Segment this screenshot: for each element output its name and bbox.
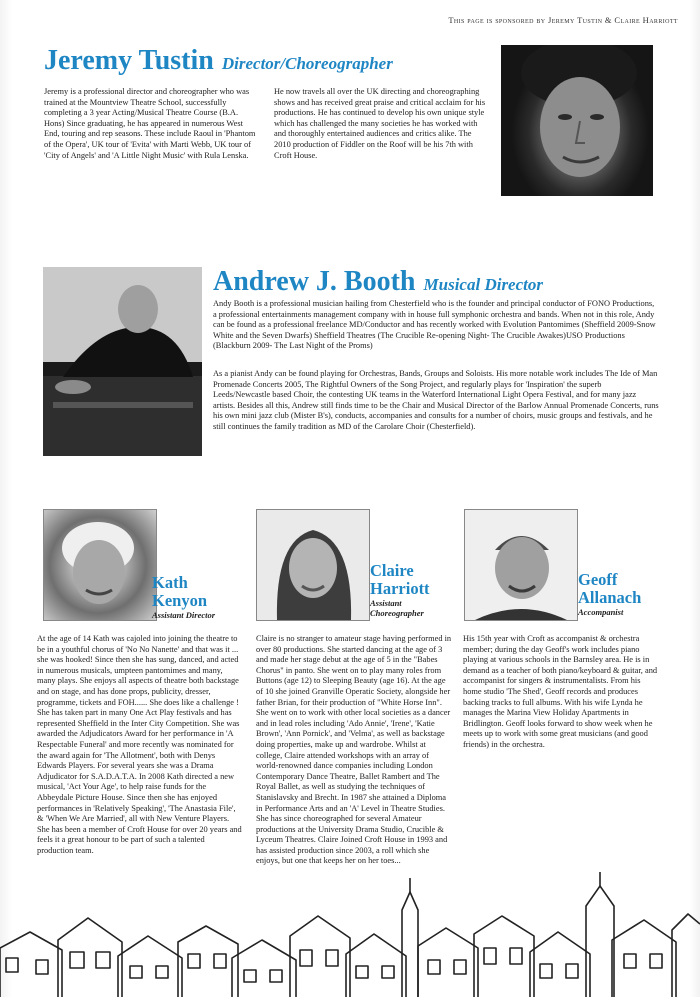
geoff-role: Accompanist [578,607,624,617]
geoff-name [578,571,641,607]
geoff-last-name: Allanach [578,588,642,607]
kath-portrait-icon [44,510,156,620]
geoff-portrait-icon [465,510,577,620]
kath-last-name: Kenyon [152,591,208,610]
claire-portrait-icon [257,510,369,620]
andrew-role: Musical Director [423,275,543,294]
claire-first-name: Claire [370,561,414,580]
claire-role-line1: Assistant [370,598,402,608]
andrew-photo [43,267,202,456]
claire-last-name: Harriott [370,579,430,598]
geoff-photo [464,509,578,621]
andrew-name: Andrew J. Booth [213,266,416,297]
kath-name [152,574,207,610]
jeremy-bio-col2: He now travels all over the UK directing and choreographing shows and has received great praise and critical acclaim for his productions. He has continued to develop his own unique style which has challenged the many societies he has worked with and thoroughly entertained audiences and critics alike. The 2010 production of Fiddler on the Roof will be his 7th with Croft House. [274,87,486,160]
andrew-portrait-icon [43,267,202,456]
jeremy-heading [44,45,393,77]
jeremy-photo [501,45,653,196]
geoff-first-name: Geoff [578,570,618,589]
kath-first-name: Kath [152,573,188,592]
jeremy-name: Jeremy Tustin [44,45,214,76]
kath-bio: At the age of 14 Kath was cajoled into joining the theatre to be in a youthful chorus of 'No No Nanette' and that was it ... she was hooked! Since then she has sung, danced, and acted in numerous musicals, umpteen pantomimes and many, many plays. She enjoys all aspects of theatre both backstage and on stage, and has done props, publicity, dresser, programme, tickets and FOH...... She does like a challenge ! She has taken part in many One Act Play festivals and has represented Sheffield in the Inter City Competition. She was awarded the Adjudicators Award for her performance in 'A Respectable Funeral' and more recently was nominated for the award again for 'The Allotment', both with Denys Edwards Players. For several years she was a Drama Adjudicator for S.A.D.A.T.A. In 2008 Kath directed a new musical, 'Act Your Age', to help raise funds for the Abbeydale Picture House. Since then she has enjoyed performances in 'Relatively Speaking', 'The Anastasia File', & 'When We Are Married', all with New Venture Players. She has been a member of Croft House for over 20 years and feels it a great honour to be part of such a talented production team. [37,634,242,855]
sponsor-note: This page is sponsored by Jeremy Tustin & Claire Harriott [448,15,678,25]
kath-photo [43,509,157,621]
andrew-heading [213,266,543,298]
claire-role [370,598,424,618]
claire-name [370,562,430,598]
claire-bio: Claire is no stranger to amateur stage having performed in over 80 productions. She started dancing at the age of 3 and made her stage debut at the age of 5 in the "Babes Chorus" in panto. She went on to play many roles from Buttons (age 12) to Sleeping Beauty (age 16). At the age of 10 she joined Granville Operatic Society, alongside her father Brian, for their production of "White Horse Inn". She went on to work with other local societies as a dancer and in lead roles including 'Ado Annie', 'Irene', 'Katie Brown', 'Ann Pornick', and 'Velma', as well as backstage doing properties, make up and wardrobe. Whilst at college, Claire attended workshops with an array of world-renowned dance companies including London Contemporary Dance Theatre, Ballet Rambert and The Royal Ballet, as well as studying the techniques of Stanislavsky and Brecht. In 1987 she attained a Diploma in Performance Arts and an 'A' Level in Theatre Studies. She has since choreographed for several Amateur productions at the University Drama Studio, Crucible & Lyceum Theatres. Claire Joined Croft House in 1993 and has assisted production since 2003, a roll which she enjoys, but one that keeps her on her toes... [256,634,452,866]
kath-role: Assistant Director [152,610,216,620]
claire-photo [256,509,370,621]
jeremy-role: Director/Choreographer [221,54,393,73]
andrew-bio-para2: As a pianist Andy can be found playing for Orchestras, Bands, Groups and Soloists. His more notable work includes The Ide of Man Promenade Concerts 2005, The Rightful Owners of the Song Project, and regularly plays for 'Inspiration' the superb Leeds/Newcastle based Choir, the contesting UK teams in the Waterford International Light Opera Festival, and for many jazz artists. Besides all this, Andrew still finds time to be the Chair and Musical Director of the Barlow Annual Promenade Concerts, runs his own mini jazz club (Mister B's), conducts, accompanies and consults for a number of choirs, music groups and festivals, and he still continues the family tradition as MD of the Carolare Choir (Chesterfield). [213,369,659,431]
claire-role-line2: Choreographer [370,608,424,618]
andrew-bio-para1: Andy Booth is a professional musician hailing from Chesterfield who is the founder and principal conductor of FONO Productions, a professional entertainments management company with in house full symphonic orchestra and bands. When not in this role, Andy can be found as a professional freelance MD/Conductor and has recently worked with Evolution Pantomimes (Sheffield 2009-Snow White and the Seven Dwarfs) Sheffield Theatres (The Crucible Re-opening Night- The Crucible Awakes)USO Productions (Blackburn 2009- The Last Night of the Proms) [213,299,656,351]
geoff-bio: His 15th year with Croft as accompanist & orchestra member; during the day Geoff's work includes piano playing at various schools in the Barnsley area. He is in demand as a teacher of both piano/keyboard & guitar, and accompanist for singers & instrumentalists. From his home studio 'The Shed', Geoff records and produces backing tracks to full albums. With his wife Lynda he manages the Marina View Holiday Apartments in Bridlington. Geoff looks forward to show week when he meets up to work with some great musicians (and good friends) in the orchestra. [463,634,658,749]
houses-footer-illustration [0,870,700,997]
jeremy-portrait-icon [501,45,653,196]
jeremy-bio-col1: Jeremy is a professional director and choreographer who was trained at the Mountview Theatre School, successfully completing a 3 year Acting/Musical Theatre Course (B.A. Hons) Since graduating, he has appeared in numerous West End, touring and rep seasons. These include Raoul in 'Phantom of the Opera', UK tour of 'Evita' with Marti Webb, UK tour of 'City of Angels' and 'A Little Night Music' with Rula Lenska. [44,87,256,160]
